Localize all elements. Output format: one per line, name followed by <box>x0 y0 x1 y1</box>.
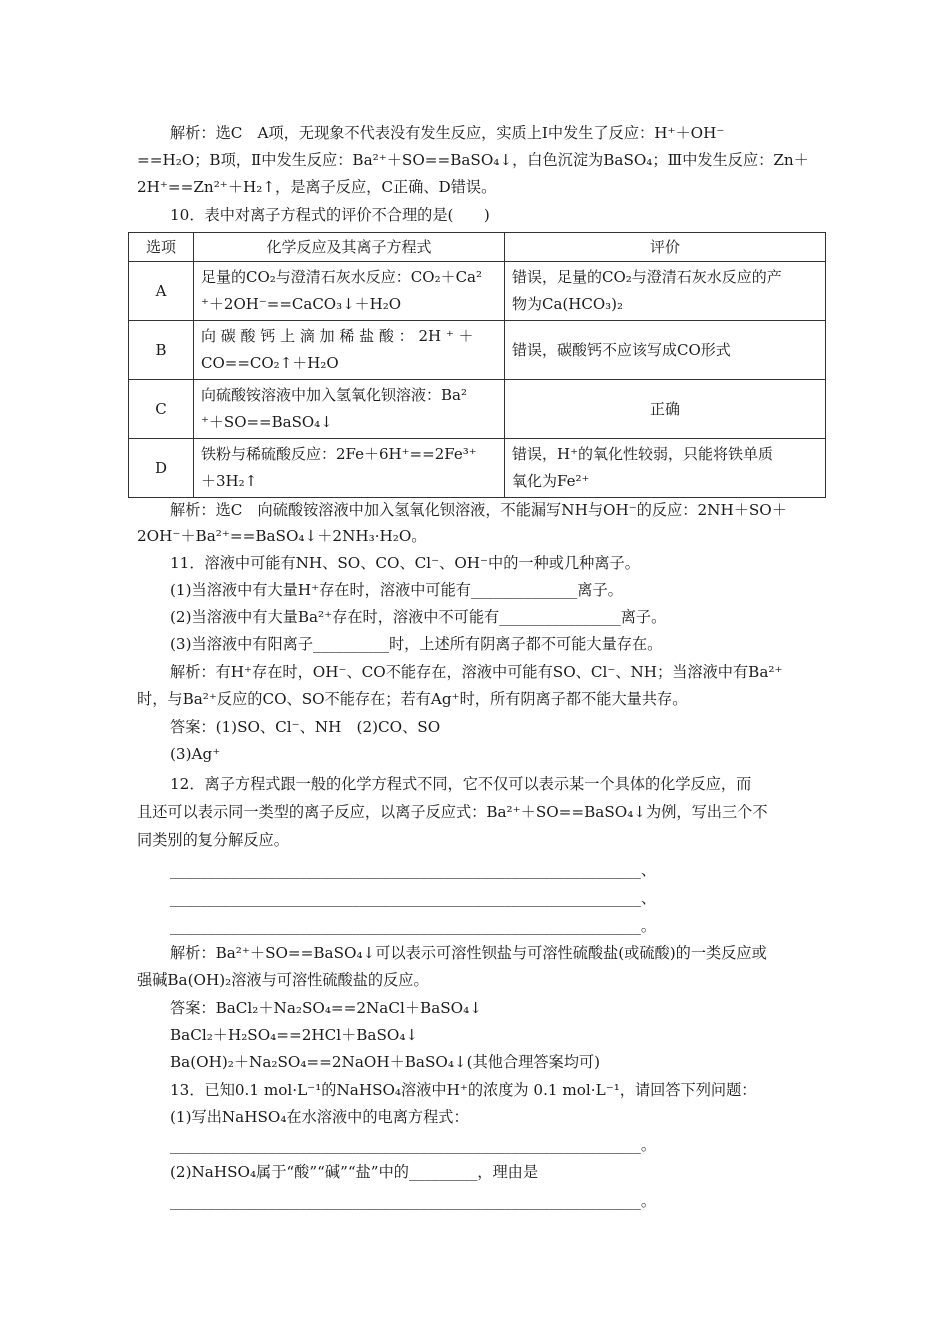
header-equation: 化学反应及其离子方程式 <box>194 233 505 262</box>
option-cell: C <box>129 380 194 439</box>
analysis-11-line-2: 时，与Ba²⁺反应的CO、SO不能存在；若有Ag⁺时，所有阴离子都不能大量共存。 <box>137 690 688 708</box>
answer-11-line-1: 答案：(1)SO、Cl⁻、NH (2)CO、SO <box>170 718 441 736</box>
analysis-11-line-1: 解析：有H⁺存在时，OH⁻、CO不能存在，溶液中可能有SO、Cl⁻、NH；当溶液中有Ba²⁺ <box>170 663 783 681</box>
evaluation-cell <box>505 439 826 498</box>
question-13-stem: 13．已知0.1 mol·L⁻¹的NaHSO₄溶液中H⁺的浓度为 0.1 mol·L⁻¹，请回答下列问题： <box>170 1081 757 1099</box>
option-cell: B <box>129 321 194 380</box>
analysis-9-line-3: 2H⁺==Zn²⁺＋H₂↑，是离子反应，C正确、D错误。 <box>137 178 497 196</box>
equation-line: 足量的CO₂与澄清石灰水反应：CO₂＋Ca² <box>201 268 483 286</box>
question-13-part-2: (2)NaHSO₄属于“酸”“碱”“盐”中的_________，理由是 <box>170 1163 539 1181</box>
header-option: 选项 <box>129 233 194 262</box>
option-cell: A <box>129 262 194 321</box>
table-row <box>129 262 826 321</box>
evaluation-cell <box>505 262 826 321</box>
analysis-12-line-1: 解析：Ba²⁺＋SO==BaSO₄↓可以表示可溶性钡盐与可溶性硫酸盐(或硫酸)的一类反应或 <box>170 944 767 962</box>
question-11-part-2: (2)当溶液中有大量Ba²⁺存在时，溶液中不可能有________________离子。 <box>170 608 667 626</box>
analysis-12-line-2: 强碱Ba(OH)₂溶液与可溶性硫酸盐的反应。 <box>137 971 429 989</box>
answer-12-line-1: 答案：BaCl₂＋Na₂SO₄==2NaCl＋BaSO₄↓ <box>170 999 482 1017</box>
ionic-equation-table <box>128 232 826 498</box>
question-13-part-1: (1)写出NaHSO₄在水溶液中的电离方程式： <box>170 1108 469 1126</box>
equation-cell <box>194 321 505 380</box>
evaluation-cell: 正确 <box>505 380 826 439</box>
evaluation-line: 氧化为Fe²⁺ <box>512 472 590 490</box>
evaluation-line: 物为Ca(HCO₃)₂ <box>512 295 624 313</box>
answer-blank-line: ______________________________________________________________。 <box>170 917 656 935</box>
question-12-line-2: 且还可以表示同一类型的离子反应，以离子反应式：Ba²⁺＋SO==BaSO₄↓为例，写出三个不 <box>137 803 768 821</box>
analysis-9-line-2: ==H₂O；B项，Ⅱ中发生反应：Ba²⁺＋SO==BaSO₄↓，白色沉淀为BaSO₄；Ⅲ中发生反应：Zn＋ <box>137 151 809 169</box>
equation-line: ⁺＋2OH⁻==CaCO₃↓＋H₂O <box>201 295 402 313</box>
equation-line: 向硫酸铵溶液中加入氢氧化钡溶液：Ba² <box>201 386 467 404</box>
question-10-stem: 10．表中对离子方程式的评价不合理的是( ) <box>170 206 490 224</box>
answer-blank-line: ______________________________________________________________、 <box>170 861 656 879</box>
answer-blank-line: ______________________________________________________________。 <box>170 1192 656 1210</box>
evaluation-line: 错误，足量的CO₂与澄清石灰水反应的产 <box>512 268 782 286</box>
table-row <box>129 439 826 498</box>
equation-cell <box>194 439 505 498</box>
equation-line: ⁺＋SO==BaSO₄↓ <box>201 413 333 431</box>
equation-cell <box>194 380 505 439</box>
question-11-part-1: (1)当溶液中有大量H⁺存在时，溶液中可能有______________离子。 <box>170 581 623 599</box>
analysis-10-line-1: 解析：选C 向硫酸铵溶液中加入氢氧化钡溶液，不能漏写NH与OH⁻的反应：2NH＋SO＋ <box>170 501 787 519</box>
evaluation-line: 错误，H⁺的氧化性较弱，只能将铁单质 <box>512 445 774 463</box>
equation-cell <box>194 262 505 321</box>
evaluation-cell: 错误，碳酸钙不应该写成CO形式 <box>505 321 826 380</box>
table-header-row <box>129 233 826 262</box>
option-cell: D <box>129 439 194 498</box>
equation-line: 向 碳 酸 钙 上 滴 加 稀 盐 酸 ： 2H ⁺ ＋ <box>201 327 474 345</box>
equation-line: ＋3H₂↑ <box>201 472 258 490</box>
equation-line: CO==CO₂↑＋H₂O <box>201 354 339 372</box>
answer-12-line-3: Ba(OH)₂＋Na₂SO₄==2NaOH＋BaSO₄↓(其他合理答案均可) <box>170 1053 600 1071</box>
answer-blank-line: ______________________________________________________________、 <box>170 889 656 907</box>
question-12-line-1: 12．离子方程式跟一般的化学方程式不同，它不仅可以表示某一个具体的化学反应，而 <box>170 775 752 793</box>
answer-11-line-2: (3)Ag⁺ <box>170 745 221 763</box>
answer-blank-line: ______________________________________________________________。 <box>170 1136 656 1154</box>
equation-line: 铁粉与稀硫酸反应：2Fe＋6H⁺==2Fe³⁺ <box>201 445 477 463</box>
question-11-stem: 11．溶液中可能有NH、SO、CO、Cl⁻、OH⁻中的一种或几种离子。 <box>170 554 640 572</box>
question-11-part-3: (3)当溶液中有阳离子__________时，上述所有阴离子都不可能大量存在。 <box>170 635 663 653</box>
analysis-10-line-2: 2OH⁻＋Ba²⁺==BaSO₄↓＋2NH₃·H₂O。 <box>137 527 427 545</box>
table-row <box>129 321 826 380</box>
header-evaluation: 评价 <box>505 233 826 262</box>
analysis-9-line-1: 解析：选C A项，无现象不代表没有发生反应，实质上Ⅰ中发生了反应：H⁺＋OH⁻ <box>170 124 725 142</box>
table-row <box>129 380 826 439</box>
answer-12-line-2: BaCl₂＋H₂SO₄==2HCl＋BaSO₄↓ <box>170 1026 419 1044</box>
question-12-line-3: 同类别的复分解反应。 <box>137 831 289 849</box>
